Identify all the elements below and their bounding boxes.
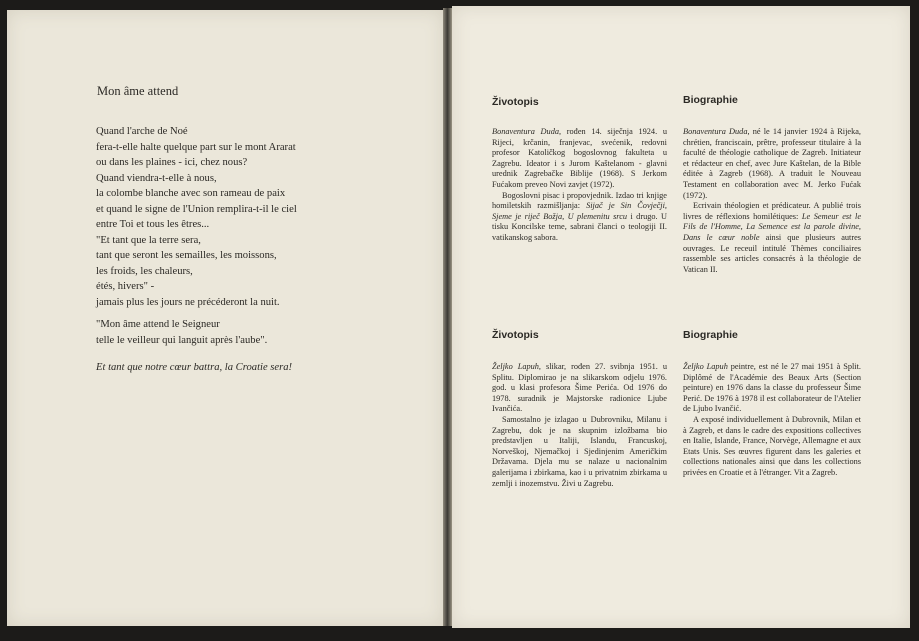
poem-stanza-1-line: entre Toi et tous les êtres... bbox=[96, 219, 210, 230]
poem-stanza-1-line: les froids, les chaleurs, bbox=[96, 265, 193, 277]
bio1-hr-paragraph-1: Bonaventura Duda, rođen 14. siječnja 1924. u Rijeci, krčanin, franjevac, svećenik, redovni profesor Katoličkog bogoslovnog fakulteta u Zagrebu. Ideator i s Jurom Kaštelanom - glavni urednik Zagrebačke Biblije (1968). S Jerkom Fućakom preveo Novi zavjet (1972). bbox=[492, 127, 667, 189]
poem-stanza-1-line: la colombe blanche avec son rameau de paix bbox=[96, 188, 286, 199]
bio2-fr-text bbox=[683, 362, 861, 479]
poem-stanza-1-line: fera-t-elle halte quelque part sur le mont Ararat bbox=[96, 141, 296, 153]
poem-stanza-1 bbox=[96, 124, 426, 310]
bio2-hr-text bbox=[492, 362, 667, 489]
bio1-fr-heading: Biographie bbox=[683, 94, 738, 106]
bio2-hr-name: Željko Lapuh bbox=[492, 362, 539, 371]
poem-final-line: Et tant que notre cœur battra, la Croatie sera! bbox=[96, 362, 293, 373]
poem-stanza-2-line: "Mon âme attend le Seigneur bbox=[96, 319, 220, 330]
book-gutter bbox=[443, 8, 452, 626]
bio1-hr-heading: Životopis bbox=[492, 96, 539, 108]
poem-stanza-2 bbox=[96, 317, 426, 348]
bio2-fr-heading: Biographie bbox=[683, 329, 738, 341]
bio2-hr-paragraph-1: Željko Lapuh, slikar, rođen 27. svibnja 1951. u Splitu. Diplomirao je na slikarskom odjelu 1976. god. u klasi profesora Šime Perića. Od 1976 do 1978. suradnik je Majstorske radionice Ljube Ivančića. bbox=[492, 362, 667, 414]
bio2-fr-name: Željko Lapuh bbox=[683, 362, 728, 371]
bio1-fr-name: Bonaventura Duda bbox=[683, 127, 748, 136]
poem-stanza-1-line: étés, hivers" - bbox=[96, 281, 155, 292]
bio2-fr-paragraph-1: Željko Lapuh peintre, est né le 27 mai 1951 à Split. Diplômé de l'Académie des Beaux Arts (Section peinture) en 1976 dans la classe du professeur Šime Perić. De 1976 à 1978 il est collaborateur de l'Atelier de Ljubo Ivančić. bbox=[683, 362, 861, 414]
bio1-fr-text bbox=[683, 127, 861, 275]
poem-stanza-1-line: Quand l'arche de Noé bbox=[96, 126, 188, 137]
poem-stanza-1-line: tant que seront les semailles, les moissons, bbox=[96, 250, 277, 261]
bio2-hr-paragraph-2: Samostalno je izlagao u Dubrovniku, Milanu i Zagrebu, dok je na skupnim izložbama bio predstavljen u Italiji, Islandu, Francuskoj, Norveškoj, Njemačkoj i Sjedinjenim Američkim Državama. Djela mu se nalaze u nacionalnim galerijama i zbirkama, kao i u privatnim zbirkama u zemlji i inozemstvu. Živi u Zagrebu. bbox=[492, 414, 667, 488]
poem-stanza-1-line: "Et tant que la terre sera, bbox=[96, 234, 201, 246]
poem-stanza-1-line: jamais plus les jours ne précéderont la nuit. bbox=[96, 296, 280, 308]
bio2-fr-paragraph-2: A exposé individuellement à Dubrovnik, Milan et à Zagreb, et dans le cadre des expositions collectives en Italie, Islande, France, Norvège, Allemagne et aux Etats Unis. Ses œuvres figurent dans les galeries et collections nationales ainsi que dans les collections privées en Croatie et à l'étranger. Vit a Zagreb. bbox=[683, 414, 861, 477]
poem-stanza-1-line: Quand viendra-t-elle à nous, bbox=[96, 172, 217, 184]
poem-title: Mon âme attend bbox=[97, 84, 179, 98]
poem-stanza-1-line: et quand le signe de l'Union remplira-t-il le ciel bbox=[96, 203, 297, 215]
bio1-fr-paragraph-2: Ecrivain théologien et prédicateur. A publié trois livres de réflexions homilétiques: Le Semeur est le Fils de l'Homme, La Semence est la parole divine, Dans le cœur noble ainsi que plusieurs autres ouvrages. Le receuil intitulé Thèmes conciliaires rassemble ses articles consacrés à la théologie de Vatican II. bbox=[683, 201, 862, 274]
bio1-hr-text bbox=[492, 127, 667, 244]
poem-stanza-1-line: ou dans les plaines - ici, chez nous? bbox=[96, 157, 248, 168]
bio2-hr-heading: Životopis bbox=[492, 329, 539, 341]
poem-stanza-2-line: telle le veilleur qui languit après l'aube". bbox=[96, 334, 268, 346]
poem-body bbox=[96, 124, 426, 376]
bio1-fr-paragraph-1: Bonaventura Duda, né le 14 janvier 1924 à Rijeka, chrétien, franciscain, prêtre, professeur titulaire à la faculté de théologie catholique de Zagreb. Initiateur et rédacteur en chef, avec Jure Kaštelan, de la Bible éditée à Zagreb (1968). A traduit le Nouveau Testament en collaboration avec M. Jerko Fućak (1972). bbox=[683, 127, 861, 200]
bio1-hr-paragraph-2: Bogoslovni pisac i propovjednik. Izdao tri knjige homiletskih razmišljanja: Sijač je Sin Čovječji, Sjeme je riječ Božja, U plemenitu srcu i drugo. U tisku Koncilske teme, sabrani članci o teologiji II. vatikanskog sabora. bbox=[492, 190, 667, 242]
bio1-hr-name: Bonaventura Duda bbox=[492, 127, 559, 136]
